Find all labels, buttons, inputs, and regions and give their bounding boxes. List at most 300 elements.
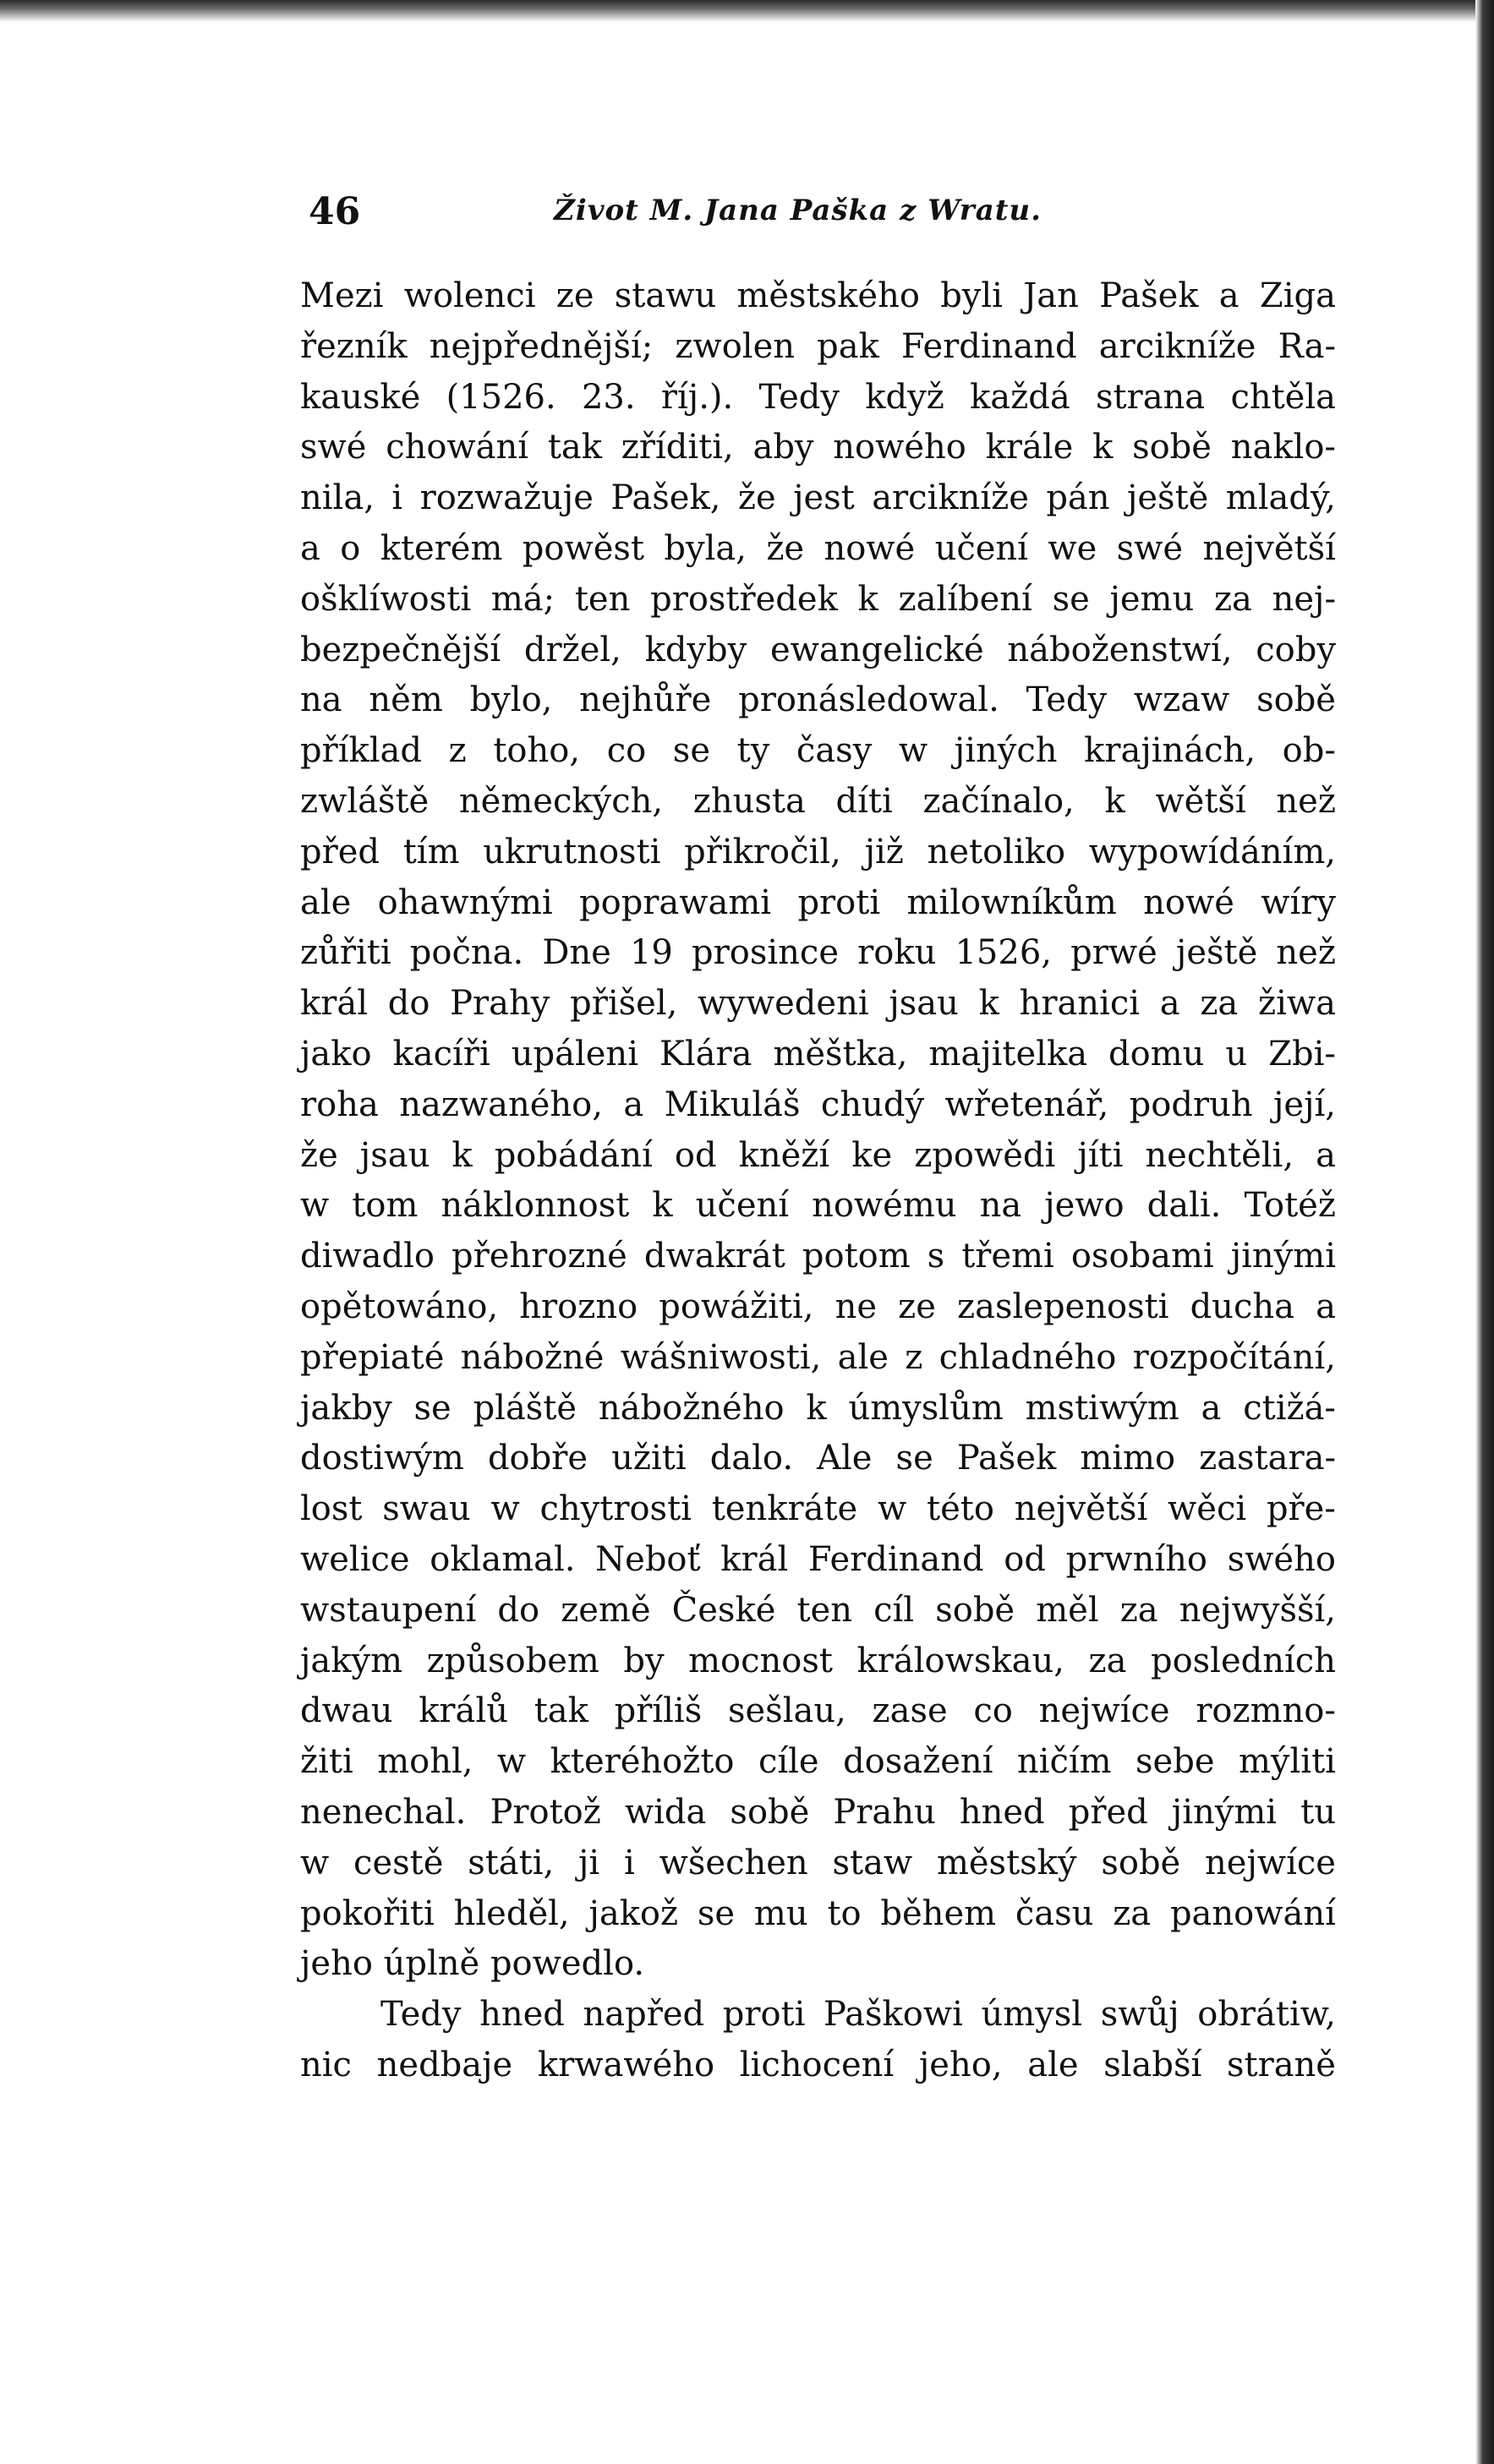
word: u xyxy=(1225,1034,1248,1074)
word: Neboť xyxy=(595,1539,701,1579)
text-line xyxy=(300,1788,1336,1838)
word: obrátiw, xyxy=(1197,1995,1336,2035)
text-line xyxy=(300,271,1336,322)
word: k xyxy=(978,984,999,1024)
word: prwé xyxy=(1070,933,1157,973)
word: nowému xyxy=(812,1186,957,1226)
word: k xyxy=(451,1135,473,1175)
text-line xyxy=(300,575,1336,626)
word: wřetenář, xyxy=(944,1084,1109,1124)
word: ji xyxy=(578,1843,600,1882)
word: ale xyxy=(300,882,352,922)
word: arcikníže xyxy=(1098,326,1256,366)
word: kněží xyxy=(738,1135,830,1175)
word: se xyxy=(413,1388,451,1428)
word: před xyxy=(300,832,380,871)
word: začínalo, xyxy=(922,781,1075,821)
word: náboženstwí, xyxy=(1007,630,1233,669)
text-line xyxy=(300,979,1336,1030)
word: rozmno- xyxy=(1196,1691,1336,1731)
word: w xyxy=(300,1843,330,1882)
word: nowého xyxy=(833,428,966,467)
word: Pašek xyxy=(956,1439,1057,1478)
word: tak xyxy=(547,428,602,467)
word: w xyxy=(490,1489,520,1529)
text-line xyxy=(300,828,1336,878)
word: o xyxy=(340,528,361,568)
word: když xyxy=(865,377,944,417)
word: že xyxy=(300,1135,338,1175)
word: proti xyxy=(722,1995,806,2035)
text-line xyxy=(300,1838,1336,1889)
word: že xyxy=(766,528,805,568)
word: nejwyšší, xyxy=(1179,1590,1336,1630)
word: w xyxy=(300,1186,330,1226)
word: dwau xyxy=(300,1691,393,1731)
word: než xyxy=(1276,781,1336,821)
word: kteréhožto xyxy=(550,1742,735,1782)
word: sobě xyxy=(1101,1843,1181,1882)
word: sešlau, xyxy=(727,1691,846,1731)
word: sobě xyxy=(1132,428,1212,467)
text-line xyxy=(300,1232,1336,1282)
word: zříditi, xyxy=(621,428,734,467)
word: za xyxy=(1119,1590,1158,1630)
text-line xyxy=(300,373,1336,423)
word: jinými xyxy=(1171,1792,1278,1832)
word: arcikníže xyxy=(872,478,1029,518)
word: mýliti xyxy=(1238,1742,1336,1782)
word: říj.). xyxy=(660,377,734,417)
word: dwakrát xyxy=(643,1237,785,1276)
word: dostiwým xyxy=(300,1439,464,1478)
word: to xyxy=(827,1893,862,1933)
text-line xyxy=(300,1686,1336,1737)
word: byli xyxy=(940,276,1003,315)
word: tím xyxy=(402,832,460,871)
word: stawu xyxy=(614,276,717,315)
word: ctižá- xyxy=(1243,1388,1336,1428)
word: nechtěli, xyxy=(1145,1135,1294,1175)
word: nenechal. xyxy=(300,1792,467,1832)
word: Tedy xyxy=(758,377,840,417)
word: a xyxy=(1316,1135,1336,1175)
word: Ra- xyxy=(1278,326,1336,366)
word: ke xyxy=(851,1135,893,1175)
word: wida xyxy=(624,1792,707,1832)
text-line xyxy=(300,1030,1336,1080)
word: dali. xyxy=(1146,1186,1222,1226)
word: nedbaje xyxy=(376,2045,513,2084)
word: pronásledowal. xyxy=(738,680,999,720)
word: swé xyxy=(1116,528,1184,568)
text-line xyxy=(300,1484,1336,1535)
word: jinými xyxy=(1230,1237,1336,1276)
word: hned xyxy=(479,1995,565,2035)
word: dalo. xyxy=(709,1439,794,1478)
word: welice xyxy=(300,1539,410,1579)
word: učení xyxy=(934,528,1028,568)
word: jewo xyxy=(1044,1186,1125,1226)
word: wíry xyxy=(1261,882,1336,922)
word: prwního xyxy=(1065,1539,1207,1579)
word: w xyxy=(878,1489,907,1529)
word: zalíbení xyxy=(898,579,1032,619)
word: slabší xyxy=(1103,2045,1202,2084)
word: kdyby xyxy=(644,630,747,669)
word: ještě xyxy=(1126,478,1209,518)
word: za xyxy=(1113,1893,1152,1933)
word: roha xyxy=(300,1084,379,1124)
word: cestě xyxy=(353,1843,444,1882)
word: mu xyxy=(753,1893,808,1933)
word: třemi xyxy=(961,1237,1054,1276)
word: České xyxy=(671,1590,776,1630)
word: Mikuláš xyxy=(664,1084,801,1124)
text-line xyxy=(300,524,1336,575)
word: již xyxy=(864,832,904,871)
word: Ale xyxy=(817,1439,873,1478)
word: sebe xyxy=(1136,1742,1215,1782)
text-line xyxy=(300,423,1336,473)
word: že xyxy=(737,478,776,518)
text-line xyxy=(300,726,1336,777)
running-title: Život M. Jana Paška z Wratu. xyxy=(554,194,1042,227)
word: Tedy xyxy=(1026,680,1108,720)
word: největší xyxy=(1014,1489,1148,1529)
word: krále xyxy=(985,428,1074,467)
word: podruh xyxy=(1129,1084,1253,1124)
word: proti xyxy=(797,882,881,922)
word: a xyxy=(1218,276,1240,315)
text-line xyxy=(300,675,1336,726)
text-line xyxy=(300,2041,1336,2091)
word: w xyxy=(898,731,928,771)
word: Klára xyxy=(659,1034,752,1074)
word: Mezi xyxy=(300,276,384,315)
word: měštka, xyxy=(773,1034,908,1074)
word: a xyxy=(623,1084,644,1124)
word: osobami xyxy=(1070,1237,1214,1276)
word: dobře xyxy=(487,1439,588,1478)
word: mladý, xyxy=(1225,478,1336,518)
word: panowání xyxy=(1169,1893,1336,1933)
word: swau xyxy=(382,1489,471,1529)
word: wzaw xyxy=(1133,680,1230,720)
word: německých, xyxy=(458,781,664,821)
word: wywedeni xyxy=(698,984,869,1024)
word: a xyxy=(300,528,320,568)
text-line xyxy=(300,928,1336,979)
word: způsobem xyxy=(426,1641,599,1680)
word: potom xyxy=(802,1237,911,1276)
word: ten xyxy=(796,1590,852,1630)
word: nowé xyxy=(1143,882,1234,922)
word: přikročil, xyxy=(684,832,841,871)
word: upáleni xyxy=(511,1034,638,1074)
word: i xyxy=(391,478,403,518)
word: chladného xyxy=(939,1337,1117,1377)
word: příliš xyxy=(614,1691,703,1731)
text-line xyxy=(300,878,1336,929)
word: nic xyxy=(300,2045,352,2084)
word: byla, xyxy=(664,528,747,568)
word: 19 xyxy=(629,933,673,973)
word: kacíři xyxy=(392,1034,490,1074)
word: Protož xyxy=(490,1792,601,1832)
word: a xyxy=(1159,984,1180,1024)
word: hned xyxy=(959,1792,1045,1832)
body-text xyxy=(300,271,1336,2091)
word: žiwa xyxy=(1258,984,1336,1024)
word: dosažení xyxy=(843,1742,993,1782)
word: majitelka xyxy=(928,1034,1088,1074)
text-line xyxy=(300,1535,1336,1586)
word: se xyxy=(672,731,710,771)
text-line xyxy=(300,1181,1336,1232)
word: rozpočítání, xyxy=(1132,1337,1336,1377)
word: coby xyxy=(1256,630,1336,669)
word: Prahy xyxy=(450,984,550,1024)
word: žiti xyxy=(300,1742,353,1782)
word: během xyxy=(880,1893,997,1933)
word: netoliko xyxy=(927,832,1066,871)
word: toho, xyxy=(493,731,581,771)
word: ducha xyxy=(1190,1287,1294,1326)
word: pokořiti xyxy=(300,1893,435,1933)
text-line xyxy=(300,777,1336,828)
word: swého xyxy=(1227,1539,1336,1579)
word: zhusta xyxy=(692,781,806,821)
word: zaslepenosti xyxy=(957,1287,1169,1326)
word: největší xyxy=(1202,528,1336,568)
word: zpowědi xyxy=(914,1135,1056,1175)
word: králowskau, xyxy=(856,1641,1064,1680)
word: časy xyxy=(796,731,873,771)
word: jest xyxy=(793,478,855,518)
word: tenkráte xyxy=(711,1489,858,1529)
word: lichocení xyxy=(739,2045,895,2084)
word: ukrutnosti xyxy=(483,832,661,871)
scan-edge-top xyxy=(0,0,1494,22)
text-line xyxy=(300,1889,1336,1940)
word: wstaupení xyxy=(300,1590,477,1630)
word: prosince xyxy=(692,933,839,973)
word: přišel, xyxy=(570,984,678,1024)
word: k xyxy=(857,579,878,619)
word: a xyxy=(1316,1287,1336,1326)
word: jako xyxy=(300,1034,372,1074)
word: jsau xyxy=(889,984,959,1024)
word: poprawami xyxy=(579,882,772,922)
word: ze xyxy=(555,276,594,315)
word: užiti xyxy=(611,1439,687,1478)
word: pře- xyxy=(1266,1489,1336,1529)
word: domu xyxy=(1108,1034,1205,1074)
word: se xyxy=(697,1893,736,1933)
word: městský xyxy=(936,1843,1077,1882)
word: lost xyxy=(300,1489,363,1529)
text-line xyxy=(300,322,1336,373)
word: bezpečnější xyxy=(300,630,501,669)
word: z xyxy=(905,1337,923,1377)
word: z xyxy=(448,731,467,771)
word: tom xyxy=(352,1186,419,1226)
word: wolenci xyxy=(403,276,536,315)
text-line xyxy=(300,1990,1336,2041)
word: ale xyxy=(837,1337,889,1377)
word: nejwíce xyxy=(1205,1843,1336,1882)
text-line xyxy=(300,1384,1336,1434)
text-line xyxy=(300,1333,1336,1384)
word: nejpřednější; xyxy=(429,326,654,366)
word: zastara- xyxy=(1199,1439,1336,1478)
word: ničím xyxy=(1016,1742,1112,1782)
word: k xyxy=(1104,781,1125,821)
book-page xyxy=(300,190,1336,2091)
word: ze xyxy=(898,1287,936,1326)
word: ještě xyxy=(1175,933,1258,973)
word: zwláště xyxy=(300,781,430,821)
word: wětší xyxy=(1155,781,1246,821)
word: ne xyxy=(835,1287,878,1326)
word: swůj xyxy=(1100,1995,1179,2035)
word: rozwažuje xyxy=(419,478,594,518)
word: za xyxy=(1200,984,1239,1024)
word: díti xyxy=(835,781,893,821)
word: sobě xyxy=(1256,680,1336,720)
word: jíti xyxy=(1077,1135,1124,1175)
word: chowání xyxy=(386,428,529,467)
word: za xyxy=(1213,579,1252,619)
word: jakby xyxy=(300,1388,392,1428)
word: král xyxy=(300,984,368,1024)
word: mohl, xyxy=(377,1742,473,1782)
word: země xyxy=(561,1590,651,1630)
word: příklad xyxy=(300,731,423,771)
word: wášniwosti, xyxy=(620,1337,822,1377)
word: ty xyxy=(736,731,770,771)
word: aby xyxy=(752,428,814,467)
word: jiných xyxy=(954,731,1058,771)
word: držel, xyxy=(523,630,621,669)
word: cíl xyxy=(873,1590,915,1630)
word: městského xyxy=(736,276,920,315)
text-line xyxy=(300,1636,1336,1687)
word: chytrosti xyxy=(539,1489,692,1529)
word: mimo xyxy=(1080,1439,1176,1478)
word: zůřiti xyxy=(300,933,391,973)
word: chudý xyxy=(820,1084,925,1124)
word: zwolen xyxy=(675,326,795,366)
word: pak xyxy=(817,326,879,366)
word: mocnost xyxy=(688,1641,833,1680)
word: nowé xyxy=(824,528,916,568)
word: jeho, xyxy=(918,2045,1003,2084)
word: hleděl, xyxy=(453,1893,570,1933)
text-line: jeho úplně powedlo. xyxy=(300,1944,645,1984)
word: cíle xyxy=(758,1742,819,1782)
page-number: 46 xyxy=(309,190,361,233)
word: prostředek xyxy=(650,579,838,619)
text-line xyxy=(300,1434,1336,1484)
word: ale xyxy=(1027,2045,1079,2084)
word: sobě xyxy=(935,1590,1015,1630)
word: jakož xyxy=(588,1893,679,1933)
word: posledních xyxy=(1150,1641,1336,1680)
word: za xyxy=(1088,1641,1127,1680)
word: se xyxy=(895,1439,933,1478)
word: náklonnost xyxy=(441,1186,630,1226)
word: učení xyxy=(695,1186,790,1226)
word: staw xyxy=(832,1843,913,1882)
word: jakým xyxy=(300,1641,403,1680)
word: hranici xyxy=(1019,984,1141,1024)
word: její, xyxy=(1273,1084,1336,1124)
word: pobádání xyxy=(494,1135,653,1175)
word: do xyxy=(387,984,430,1024)
text-line xyxy=(300,1737,1336,1788)
word: ohawnými xyxy=(377,882,553,922)
word: w xyxy=(496,1742,527,1782)
word: Ferdinand xyxy=(900,326,1077,366)
word: se xyxy=(1052,579,1090,619)
word: nejhůře xyxy=(579,680,712,720)
word: Pašek, xyxy=(610,478,721,518)
word: straně xyxy=(1226,2045,1336,2084)
word: od xyxy=(674,1135,717,1175)
word: a xyxy=(1201,1388,1222,1428)
word: tak xyxy=(534,1691,588,1731)
word: nej- xyxy=(1272,579,1336,619)
word: ob- xyxy=(1282,731,1336,771)
word: něm xyxy=(369,680,443,720)
word: na xyxy=(300,680,342,720)
word: s xyxy=(927,1237,945,1276)
word: by xyxy=(623,1641,665,1680)
word: Zbi- xyxy=(1268,1034,1336,1074)
word: powážiti, xyxy=(659,1287,814,1326)
word: Prahu xyxy=(833,1792,936,1832)
word: tu xyxy=(1300,1792,1336,1832)
word: chtěla xyxy=(1230,377,1336,417)
word: we xyxy=(1048,528,1097,568)
text-line xyxy=(300,626,1336,676)
word: co xyxy=(973,1691,1013,1731)
word: Paškowi xyxy=(824,1995,963,2035)
text-line xyxy=(300,1282,1336,1333)
word: k xyxy=(806,1388,827,1428)
word: opětowáno, xyxy=(300,1287,499,1326)
word: od xyxy=(1004,1539,1046,1579)
word: ten xyxy=(574,579,631,619)
word: oklamal. xyxy=(430,1539,576,1579)
word: krajinách, xyxy=(1084,731,1256,771)
word: nejwíce xyxy=(1038,1691,1170,1731)
word: měl xyxy=(1036,1590,1099,1630)
word: wěci xyxy=(1168,1489,1247,1529)
word: 23. xyxy=(581,377,636,417)
running-head xyxy=(300,190,1336,243)
text-line xyxy=(300,473,1336,524)
word: úmysl xyxy=(981,1995,1083,2035)
word: přepiaté xyxy=(300,1337,445,1377)
word: Jan xyxy=(1023,276,1079,315)
word: každá xyxy=(970,377,1070,417)
word: pán xyxy=(1046,478,1110,518)
word: swé xyxy=(300,428,367,467)
word: krwawého xyxy=(537,2045,715,2084)
